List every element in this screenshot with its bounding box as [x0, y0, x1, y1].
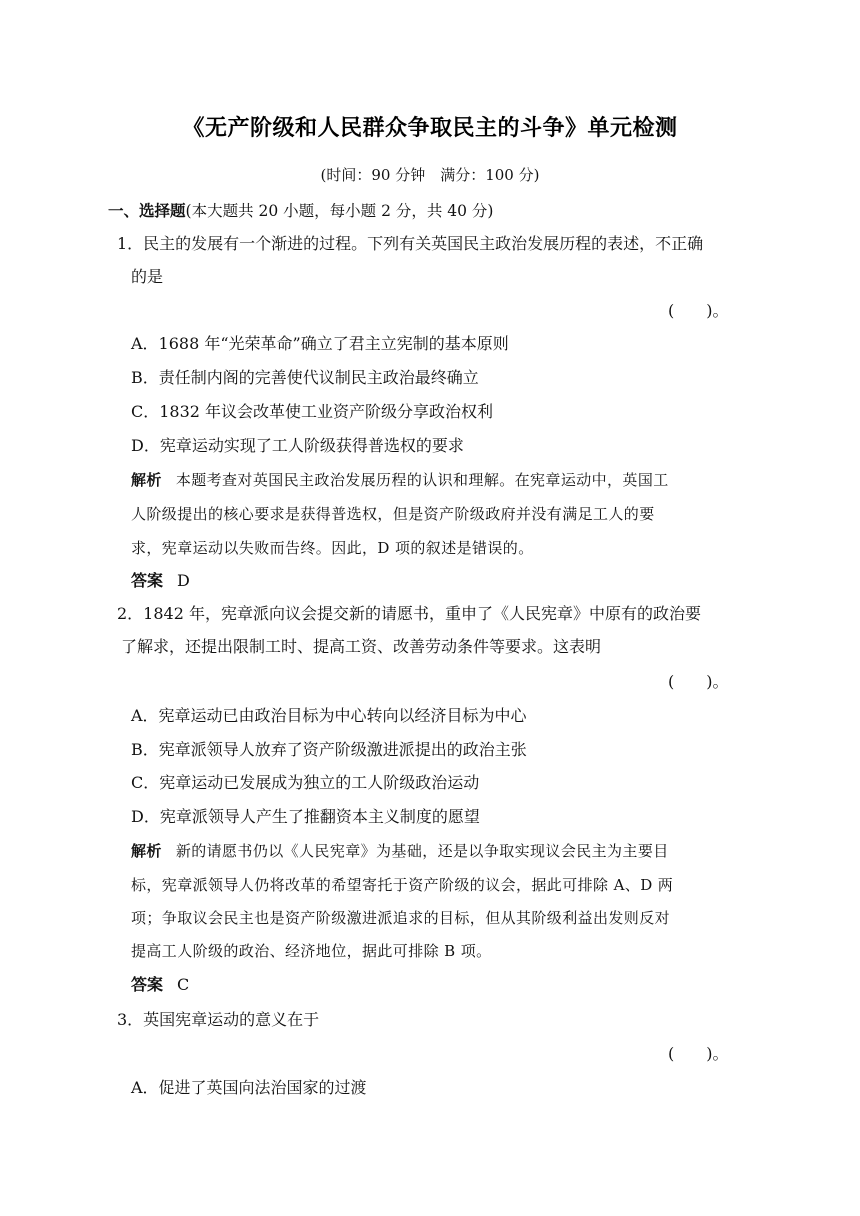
answer-label: 答案 [131, 571, 164, 590]
question-3-option-a: A．促进了英国向法治国家的过渡 [131, 1078, 367, 1097]
section-title: 一、选择题 [108, 202, 186, 220]
question-1-option-d: D．宪章运动实现了工人阶级获得普选权的要求 [131, 436, 464, 455]
document-title: 《无产阶级和人民群众争取民主的斗争》单元检测 [182, 116, 678, 141]
question-1-stem: 1．民主的发展有一个渐进的过程。下列有关英国民主政治发展历程的表述，不正确 [117, 234, 704, 253]
section-note: (本大题共 20 小题，每小题 2 分，共 40 分) [185, 202, 494, 220]
question-2-analysis-line-3: 项；争取议会民主也是资产阶级激进派追求的目标，但从其阶级利益出发则反对 [131, 909, 671, 927]
question-2-option-a: A．宪章运动已由政治目标为中心转向以经济目标为中心 [131, 706, 527, 725]
question-2-analysis-line-2: 标，宪章派领导人仍将改革的希望寄托于资产阶级的议会，据此可排除 A、D 两 [131, 876, 674, 894]
question-2-analysis-line-1 [131, 840, 669, 862]
analysis-label: 解析 [131, 471, 162, 489]
answer-label: 答案 [131, 975, 164, 994]
question-2-option-b: B．宪章派领导人放弃了资产阶级激进派提出的政治主张 [131, 740, 527, 759]
section-heading [108, 200, 493, 222]
question-1-option-c: C．1832 年议会改革使工业资产阶级分享政治权利 [131, 402, 494, 421]
question-1-analysis-line-2: 人阶级提出的核心要求是获得普选权，但是资产阶级政府并没有满足工人的要 [131, 505, 655, 523]
question-1-option-b: B．责任制内阁的完善使代议制民主政治最终确立 [131, 368, 479, 387]
question-3-stem: 3．英国宪章运动的意义在于 [117, 1010, 320, 1029]
question-2-option-c: C．宪章运动已发展成为独立的工人阶级政治运动 [131, 773, 480, 792]
question-2-option-d: D．宪章派领导人产生了推翻资本主义制度的愿望 [131, 807, 480, 826]
question-1-option-a: A．1688 年“光荣革命”确立了君主立宪制的基本原则 [131, 334, 509, 353]
question-2-stem-cont: 了解求，还提出限制工时、提高工资、改善劳动条件等要求。这表明 [121, 637, 602, 656]
question-2-answer-bracket: ( )。 [668, 672, 729, 691]
exam-info: (时间：90 分钟 满分：100 分) [320, 166, 540, 184]
question-2-answer [131, 974, 189, 996]
question-1-analysis-line-3: 求，宪章运动以失败而告终。因此，D 项的叙述是错误的。 [131, 539, 534, 557]
question-3-answer-bracket: ( )。 [668, 1044, 729, 1063]
answer-value: D [177, 571, 190, 590]
analysis-text: 新的请愿书仍以《人民宪章》为基础，还是以争取实现议会民主为主要目 [175, 842, 669, 860]
question-1-answer-bracket: ( )。 [668, 301, 729, 320]
question-2-analysis-line-4: 提高工人阶级的政治、经济地位，据此可排除 B 项。 [131, 942, 492, 960]
answer-value: C [177, 975, 190, 994]
analysis-label: 解析 [131, 842, 162, 860]
question-1-stem-cont: 的是 [131, 267, 164, 286]
analysis-text: 本题考查对英国民主政治发展历程的认识和理解。在宪章运动中，英国工 [175, 471, 669, 489]
question-1-answer [131, 570, 190, 592]
question-1-analysis-line-1 [131, 469, 669, 491]
question-2-stem: 2．1842 年，宪章派向议会提交新的请愿书，重申了《人民宪章》中原有的政治要 [117, 604, 701, 623]
